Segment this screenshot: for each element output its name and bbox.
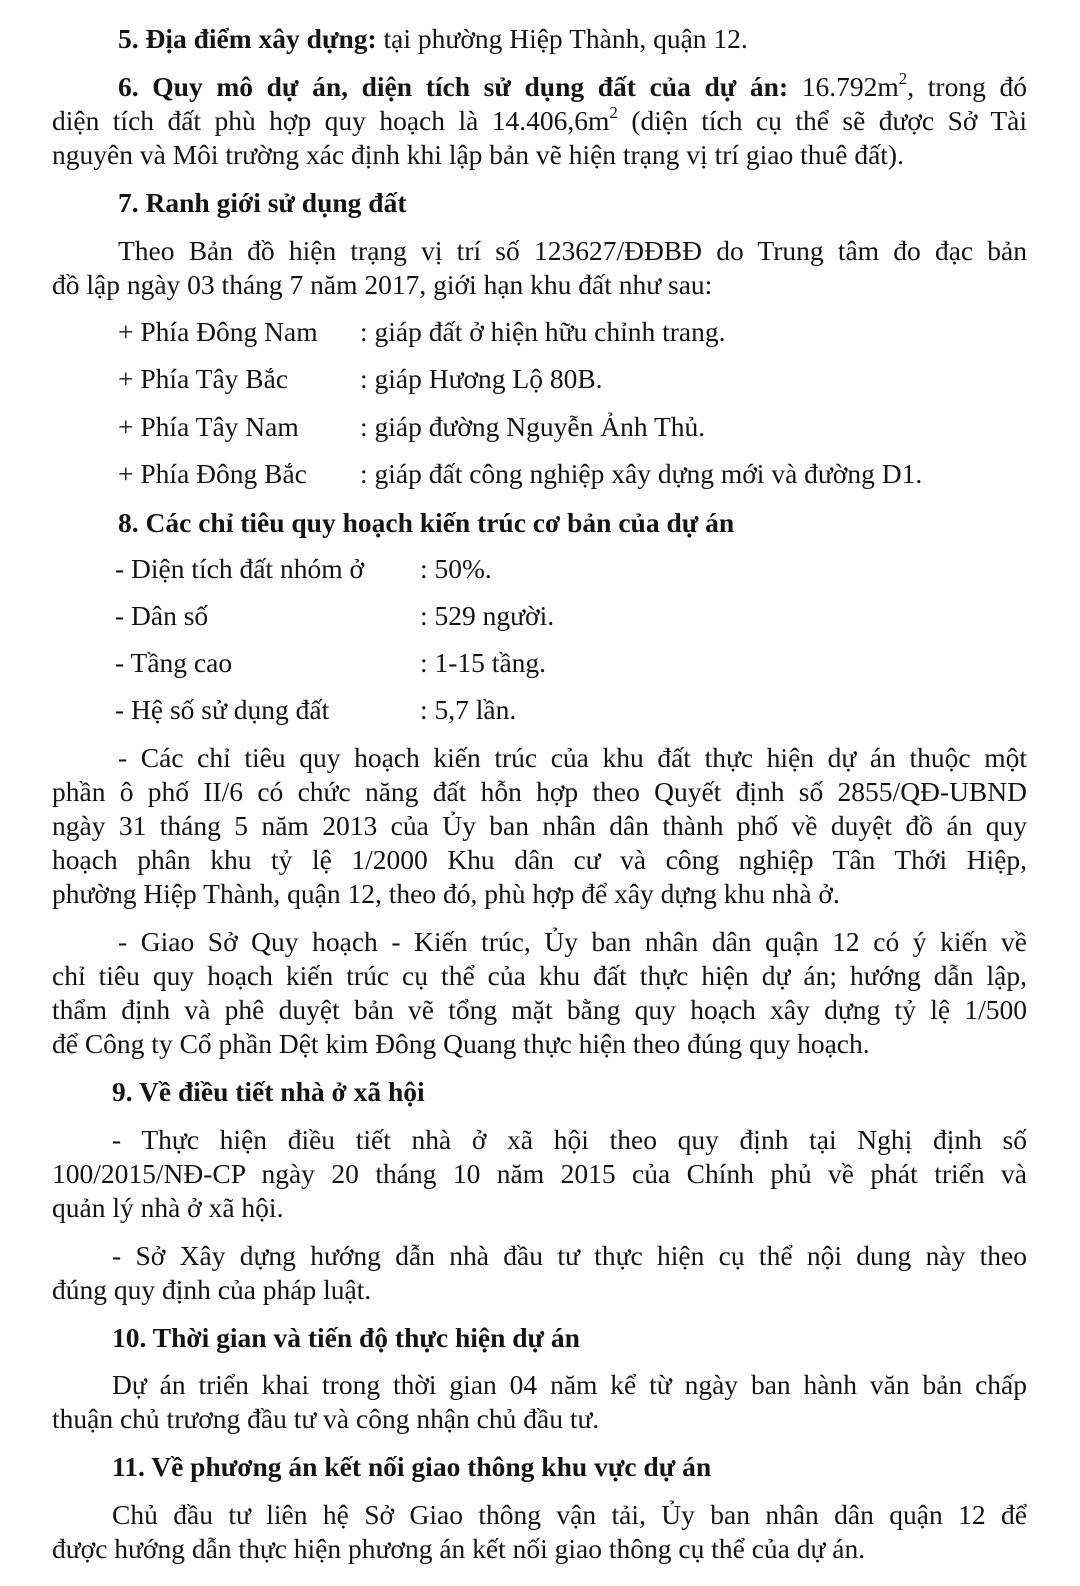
section-9-para2-line: - Sở Xây dựng hướng dẫn nhà đầu tư thực hiện cụ thể nội dung này theo (112, 1240, 1027, 1271)
indicator-value: : 1-15 tầng. (420, 647, 547, 678)
boundary-side-northeast: + Phía Đông Bắc (118, 458, 307, 489)
section-8-para2-line: chỉ tiêu quy hoạch kiến trúc cụ thể của khu đất thực hiện dự án; hướng dẫn lập, (52, 960, 1027, 991)
section-6-line-2: diện tích đất phù hợp quy hoạch là $14.406,6m^2$ (diện tích cụ thể sẽ được Sở Tài (52, 102, 1027, 136)
section-11-para-line: được hướng dẫn thực hiện phương án kết nối giao thông cụ thể của dự án. (52, 1533, 866, 1564)
boundary-side-northwest: + Phía Tây Bắc (118, 363, 289, 394)
indicator-value: : 5,7 lần. (420, 694, 517, 725)
boundary-side-southwest: + Phía Tây Nam (118, 411, 299, 442)
section-8-heading: 8. Các chỉ tiêu quy hoạch kiến trúc cơ bản của dự án (118, 507, 735, 538)
indicator-value: : 50%. (420, 553, 492, 584)
section-10-heading: 10. Thời gian và tiến độ thực hiện dự án (112, 1322, 580, 1353)
boundary-desc-northwest: : giáp Hương Lộ 80B. (360, 363, 603, 394)
indicator-label: - Tầng cao (115, 647, 233, 678)
section-8-para1-line: ngày 31 tháng 5 năm 2013 của Ủy ban nhân dân thành phố về duyệt đồ án quy (52, 810, 1027, 841)
section-9-heading: 9. Về điều tiết nhà ở xã hội (112, 1076, 425, 1107)
section-6-heading: 6. Quy mô dự án, diện tích sử dụng đất của dự án: (118, 71, 789, 102)
indicator-label: - Hệ số sử dụng đất (115, 694, 330, 725)
section-9-para1-line: - Thực hiện điều tiết nhà ở xã hội theo quy định tại Nghị định số (112, 1124, 1027, 1155)
section-9-para2-line: đúng quy định của pháp luật. (52, 1274, 372, 1305)
boundary-desc-southwest: : giáp đường Nguyễn Ảnh Thủ. (360, 411, 706, 442)
section-8-para2-line: để Công ty Cổ phần Dệt kim Đông Quang thực hiện theo đúng quy hoạch. (52, 1028, 870, 1059)
section-7-heading: 7. Ranh giới sử dụng đất (118, 187, 407, 218)
section-7-para-line-1: Theo Bản đồ hiện trạng vị trí số 123627/ĐĐBĐ do Trung tâm đo đạc bản (118, 235, 1027, 266)
section-10-para-line: Dự án triển khai trong thời gian 04 năm kể từ ngày ban hành văn bản chấp (112, 1369, 1027, 1400)
section-6-line-3: nguyên và Môi trường xác định khi lập bản vẽ hiện trạng vị trí giao thuê đất). (52, 139, 904, 170)
section-8-para1-line: phường Hiệp Thành, quận 12, theo đó, phù hợp để xây dựng khu nhà ở. (52, 878, 840, 909)
section-8-para2-line: thẩm định và phê duyệt bản vẽ tổng mặt bằng quy hoạch xây dựng tỷ lệ 1/500 (52, 994, 1027, 1025)
section-8-para1-line: hoạch phân khu tỷ lệ 1/2000 Khu dân cư và công nghiệp Tân Thới Hiệp, (52, 844, 1027, 875)
section-8-para1-line: phần ô phố II/6 có chức năng đất hỗn hợp theo Quyết định số 2855/QĐ-UBND (52, 776, 1027, 807)
site-area-value: $16.792m^2$, trong đó (801, 68, 1027, 102)
indicator-value: : 529 người. (420, 600, 555, 631)
section-7-para-line-2: đồ lập ngày 03 tháng 7 năm 2017, giới hạn khu đất như sau: (52, 269, 713, 300)
section-6-line-1 (118, 70, 1027, 104)
boundary-desc-southeast: : giáp đất ở hiện hữu chỉnh trang. (360, 316, 726, 347)
section-8-para1-line: - Các chỉ tiêu quy hoạch kiến trúc của khu đất thực hiện dự án thuộc một (118, 742, 1027, 773)
section-5-text: tại phường Hiệp Thành, quận 12. (383, 23, 748, 54)
section-5-line (118, 22, 748, 56)
boundary-side-southeast: + Phía Đông Nam (118, 316, 318, 347)
section-11-heading: 11. Về phương án kết nối giao thông khu vực dự án (112, 1451, 712, 1482)
section-5-heading: 5. Địa điểm xây dựng: (118, 23, 377, 54)
indicator-label: - Dân số (115, 600, 209, 631)
section-8-para2-line: - Giao Sở Quy hoạch - Kiến trúc, Ủy ban nhân dân quận 12 có ý kiến về (118, 926, 1027, 957)
indicator-label: - Diện tích đất nhóm ở (115, 553, 365, 584)
section-11-para-line: Chủ đầu tư liên hệ Sở Giao thông vận tải, Ủy ban nhân dân quận 12 để (112, 1499, 1027, 1530)
section-10-para-line: thuận chủ trương đầu tư và công nhận chủ đầu tư. (52, 1403, 600, 1434)
section-9-para1-line: quản lý nhà ở xã hội. (52, 1192, 284, 1223)
boundary-desc-northeast: : giáp đất công nghiệp xây dựng mới và đường D1. (360, 458, 923, 489)
section-9-para1-line: 100/2015/NĐ-CP ngày 20 tháng 10 năm 2015 của Chính phủ về phát triển và (52, 1158, 1027, 1189)
